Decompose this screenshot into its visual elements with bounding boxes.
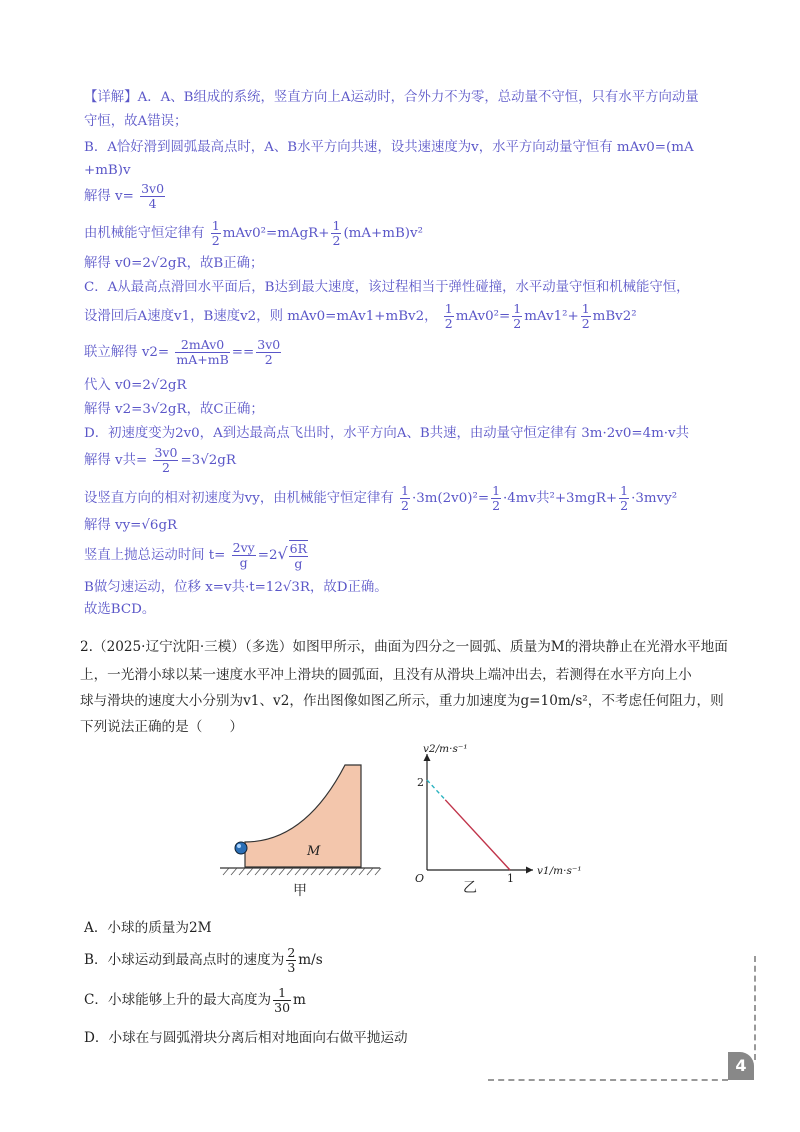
graph-dashed-segment — [427, 780, 445, 800]
fraction: $\frac{1}{2}$ — [581, 301, 590, 331]
fraction: $\frac{1}{2}$ — [513, 301, 522, 331]
slider-block — [245, 765, 361, 867]
y-axis-label: v2/m·s⁻¹ — [423, 743, 468, 755]
solution-line-6: 由机械能守恒定律有 $\frac{1}{2}$ mAv0²=mAgR+ $\frac{1}{2}$ (mA+mB)v² — [84, 218, 423, 248]
fraction: $\frac{1}{30}$ — [274, 985, 291, 1015]
block-label: M — [307, 844, 321, 859]
solution-line-9: 设滑回后A速度v1，B速度v2，则 mAv0=mAv1+mBv2， $\frac{1}{2}$ mAv0²= $\frac{1}{2}$ mAv1²+ $\frac{1}{2}$ mBv2² — [84, 301, 637, 331]
question-line-2: 上，一光滑小球以某一速度水平冲上滑块的圆弧面，且没有从滑块上端冲出去，若测得在水平方向上小 — [80, 667, 692, 683]
solution-line-14: 解得 v共= $\frac{3v0}{2}$ =3√2gR — [84, 445, 236, 475]
solution-line-8: C．A从最高点滑回水平面后，B达到最大速度，该过程相当于弹性碰撞，水平动量守恒和机械能守恒， — [84, 280, 690, 295]
solution-line-4: +mB)v — [84, 163, 131, 178]
fraction: $\frac{1}{2}$ — [332, 218, 341, 248]
x-axis-label: v1/m·s⁻¹ — [537, 865, 582, 877]
solution-line-17: 竖直上抛总运动时间 t= $\frac{2vy}{g}$ =2√ $\frac{6R}{g}$ — [84, 540, 308, 571]
page-number: 4 — [728, 1052, 754, 1080]
solution-line-19: 故选BCD。 — [84, 602, 156, 617]
fraction: $\frac{1}{2}$ — [444, 301, 453, 331]
figure-b — [405, 740, 605, 900]
fraction: $\frac{\text{2mAv0}}{mA+mB}$ — [176, 337, 229, 367]
small-ball — [235, 842, 247, 854]
solution-line-1: 【详解】A．A、B组成的系统，竖直方向上A运动时，合外力不为零，总动量不守恒，只有水平方向动量 — [84, 90, 699, 105]
fraction: $\frac{2vy}{g}$ — [232, 540, 255, 570]
solution-line-2: 守恒，故A错误； — [84, 114, 188, 129]
figure-a-caption: 甲 — [293, 883, 307, 899]
question-line-1: 2.（2025·辽宁沈阳·三模）（多选）如图甲所示，曲面为四分之一圆弧、质量为M的滑块静止在光滑水平地面 — [80, 639, 728, 655]
page-border-horizontal — [488, 1079, 728, 1081]
solution-line-11: 代入 v0=2√2gR — [84, 378, 187, 393]
solution-line-12: 解得 v2=3√2gR，故C正确； — [84, 402, 264, 417]
solution-line-16: 解得 vy=√6gR — [84, 518, 178, 533]
question-line-4: 下列说法正确的是（ ） — [80, 719, 244, 735]
radical-sign: √ — [277, 544, 288, 563]
fraction: $\frac{1}{2}$ — [401, 483, 409, 513]
fraction: $\frac{3v0}{2}$ — [257, 337, 281, 367]
question-line-3: 球与滑块的速度大小分别为v1、v2，作出图像如图乙所示，重力加速度为g=10m/s²，不考虑任何阻力，则 — [80, 693, 724, 709]
fraction: $\frac{1}{2}$ — [620, 483, 629, 513]
fraction: $\frac{1}{2}$ — [492, 483, 501, 513]
origin-label: O — [415, 872, 425, 885]
solution-line-15: 设竖直方向的相对初速度为vy，由机械能守恒定律有 $\frac{1}{2}$ ·3m(2v0)²= $\frac{1}{2}$ ·4mv共²+3mgR+ $\frac{1}{2}$ ·3mvy² — [84, 483, 678, 513]
ground-hatch — [223, 868, 381, 875]
option-d: D．小球在与圆弧滑块分离后相对地面向右做平抛运动 — [84, 1030, 408, 1046]
fraction: $\frac{3v0}{4}$ — [141, 181, 165, 211]
graph-solid-segment — [445, 800, 510, 870]
x-tick-label: 1 — [507, 872, 514, 885]
solution-line-5: 解得 v= $\frac{3v0}{4}$ — [84, 181, 165, 211]
fraction: $\frac{6R}{g}$ — [289, 541, 308, 571]
solution-line-3: B．A恰好滑到圆弧最高点时，A、B水平方向共速，设共速速度为v，水平方向动量守恒有 mAv0=(mA — [84, 140, 694, 155]
fraction: $\frac{3v0}{2}$ — [154, 445, 178, 475]
page-border-vertical — [754, 956, 756, 1060]
fraction: $\frac{2}{3}$ — [287, 945, 296, 975]
solution-line-13: D．初速度变为2v0，A到达最高点飞出时，水平方向A、B共速，由动量守恒定律有 3m·2v0=4m·v共 — [84, 426, 690, 441]
figure-a — [215, 760, 395, 910]
option-b: B．小球运动到最高点时的速度为 $\frac{2}{3}$ m/s — [84, 945, 323, 975]
solution-line-10: 联立解得 v2= $\frac{\text{2mAv0}}{mA+mB}$ == $\frac{3v0}{2}$ — [84, 337, 281, 367]
fraction: $\frac{1}{2}$ — [211, 218, 220, 248]
y-tick-label: 2 — [417, 776, 424, 789]
option-c: C．小球能够上升的最大高度为 $\frac{1}{30}$ m — [84, 985, 306, 1015]
solution-line-18: B做匀速运动，位移 x=v共·t=12√3R，故D正确。 — [84, 580, 388, 595]
solution-tag: 【详解】 — [84, 90, 138, 105]
option-a: A．小球的质量为2M — [84, 920, 212, 936]
solution-line-7: 解得 v0=2√2gR，故B正确； — [84, 256, 264, 271]
figure-b-caption: 乙 — [463, 880, 477, 896]
